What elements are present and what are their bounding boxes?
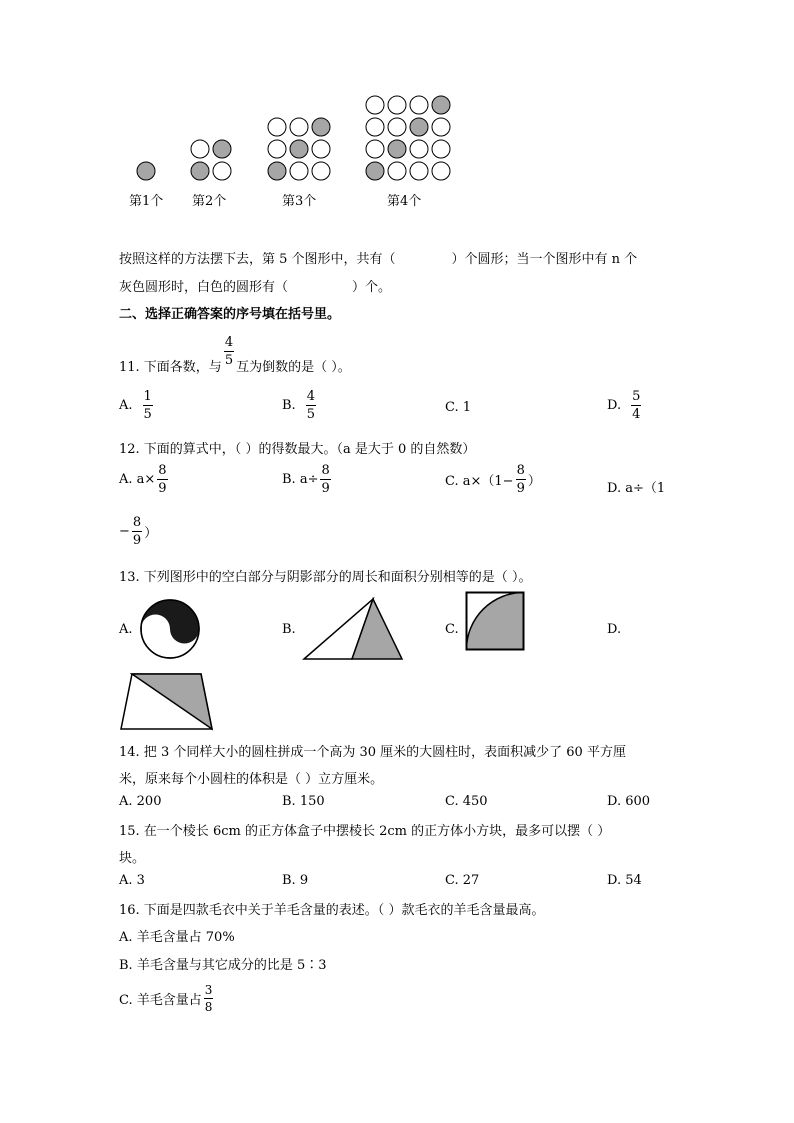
- q16-option-a[interactable]: A. 羊毛含量占 70%: [119, 930, 235, 945]
- q13-figure-triangles: [300, 596, 410, 666]
- white-circle: [312, 140, 330, 158]
- gray-circle: [312, 118, 330, 136]
- q13-option-b-label[interactable]: B.: [282, 622, 296, 637]
- white-circle: [366, 96, 384, 114]
- q16-option-b[interactable]: B. 羊毛含量与其它成分的比是 5∶3: [119, 958, 327, 973]
- white-circle: [388, 162, 406, 180]
- pattern-label-1: 第1个: [129, 194, 164, 209]
- white-circle: [268, 140, 286, 158]
- gray-circle: [213, 140, 231, 158]
- pattern-label-3: 第3个: [282, 194, 317, 209]
- q14-option-d[interactable]: D. 600: [607, 794, 651, 809]
- pattern-label-4: 第4个: [387, 194, 422, 209]
- q10-line-1: [119, 248, 637, 267]
- pattern-label-2: 第2个: [192, 194, 227, 209]
- q13-option-a-label[interactable]: A.: [119, 622, 133, 637]
- gray-circle: [290, 140, 308, 158]
- q12-option-c[interactable]: C. a×（1− $\frac{8}{9}$ ）: [445, 463, 541, 496]
- q13-figure-trapezoid: [118, 671, 218, 733]
- q11-stem: [119, 335, 351, 375]
- gray-circle: [410, 118, 428, 136]
- q10-text-d: ）个。: [352, 280, 392, 295]
- q11-option-c[interactable]: C. 1: [445, 400, 472, 415]
- white-circle: [388, 118, 406, 136]
- white-circle: [432, 162, 450, 180]
- q16-stem: 16. 下面是四款毛衣中关于羊毛含量的表述。（ ）款毛衣的羊毛含量最高。: [119, 903, 545, 918]
- q10-text-b: ）个圆形；当一个图形中有 n 个: [451, 252, 638, 267]
- white-circle: [213, 162, 231, 180]
- white-circle: [290, 118, 308, 136]
- q12-option-d[interactable]: D. a÷（1: [607, 481, 666, 496]
- q16-option-c[interactable]: C. 羊毛含量占 $\frac{3}{8}$: [119, 983, 213, 1014]
- q15-option-b[interactable]: B. 9: [282, 873, 309, 888]
- white-circle: [410, 162, 428, 180]
- gray-circle: [388, 140, 406, 158]
- q10-text-a: 按照这样的方法摆下去，第 5 个图形中，共有（: [119, 252, 396, 267]
- q11-option-a[interactable]: A. $\frac{1}{5}$: [119, 389, 152, 422]
- q11-option-b[interactable]: B. $\frac{4}{5}$: [282, 389, 315, 422]
- q14-option-b[interactable]: B. 150: [282, 794, 325, 809]
- q13-option-d-label[interactable]: D.: [607, 622, 622, 637]
- white-circle: [366, 140, 384, 158]
- q15-line-2: 块。: [119, 851, 146, 866]
- q15-line-1: 15. 在一个棱长 6cm 的正方体盒子中摆棱长 2cm 的正方体小方块，最多可以摆（ ）: [119, 824, 611, 839]
- white-circle: [290, 162, 308, 180]
- q14-option-a[interactable]: A. 200: [119, 794, 162, 809]
- white-circle: [268, 118, 286, 136]
- q13-stem: 13. 下列图形中的空白部分与阴影部分的周长和面积分别相等的是（ ）。: [119, 570, 532, 585]
- q12-stem: 12. 下面的算式中，（ ）的得数最大。（a 是大于 0 的自然数）: [119, 442, 476, 457]
- white-circle: [312, 162, 330, 180]
- white-circle: [366, 118, 384, 136]
- q15-option-d[interactable]: D. 54: [607, 873, 642, 888]
- gray-circle: [191, 162, 209, 180]
- white-circle: [432, 118, 450, 136]
- q10-text-c: 灰色圆形时，白色的圆形有（: [119, 280, 289, 295]
- gray-circle: [268, 162, 286, 180]
- q11-option-d[interactable]: D. $\frac{5}{4}$: [607, 389, 641, 422]
- q12-option-b[interactable]: B. a÷ $\frac{8}{9}$: [282, 463, 330, 496]
- white-circle: [388, 96, 406, 114]
- gray-circle: [432, 96, 450, 114]
- q14-line-2: 米，原来每个小圆柱的体积是（ ）立方厘米。: [119, 772, 384, 787]
- section-2-title: 二、选择正确答案的序号填在括号里。: [119, 307, 341, 322]
- q11-suffix: 互为倒数的是（ ）。: [236, 360, 351, 375]
- white-circle: [432, 140, 450, 158]
- q12-option-d-cont: − $\frac{8}{9}$ ）: [119, 515, 158, 548]
- white-circle: [191, 140, 209, 158]
- q11-prefix: 11. 下面各数，与: [119, 360, 222, 375]
- gray-circle: [137, 162, 155, 180]
- q12-option-a[interactable]: A. a× $\frac{8}{9}$: [119, 463, 167, 496]
- q15-option-c[interactable]: C. 27: [445, 873, 480, 888]
- q10-line-2: [119, 276, 391, 295]
- q11-fraction: $\frac{4}{5}$: [224, 335, 234, 368]
- q15-option-a[interactable]: A. 3: [119, 873, 145, 888]
- q13-option-c-label[interactable]: C.: [445, 622, 459, 637]
- white-circle: [410, 96, 428, 114]
- q14-line-1: 14. 把 3 个同样大小的圆柱拼成一个高为 30 厘米的大圆柱时，表面积减少了 60 平方厘: [119, 745, 626, 760]
- q13-figure-yinyang: [138, 597, 202, 661]
- white-circle: [410, 140, 428, 158]
- q13-figure-square-quarter-circle: [465, 591, 527, 653]
- gray-circle: [366, 162, 384, 180]
- q14-option-c[interactable]: C. 450: [445, 794, 488, 809]
